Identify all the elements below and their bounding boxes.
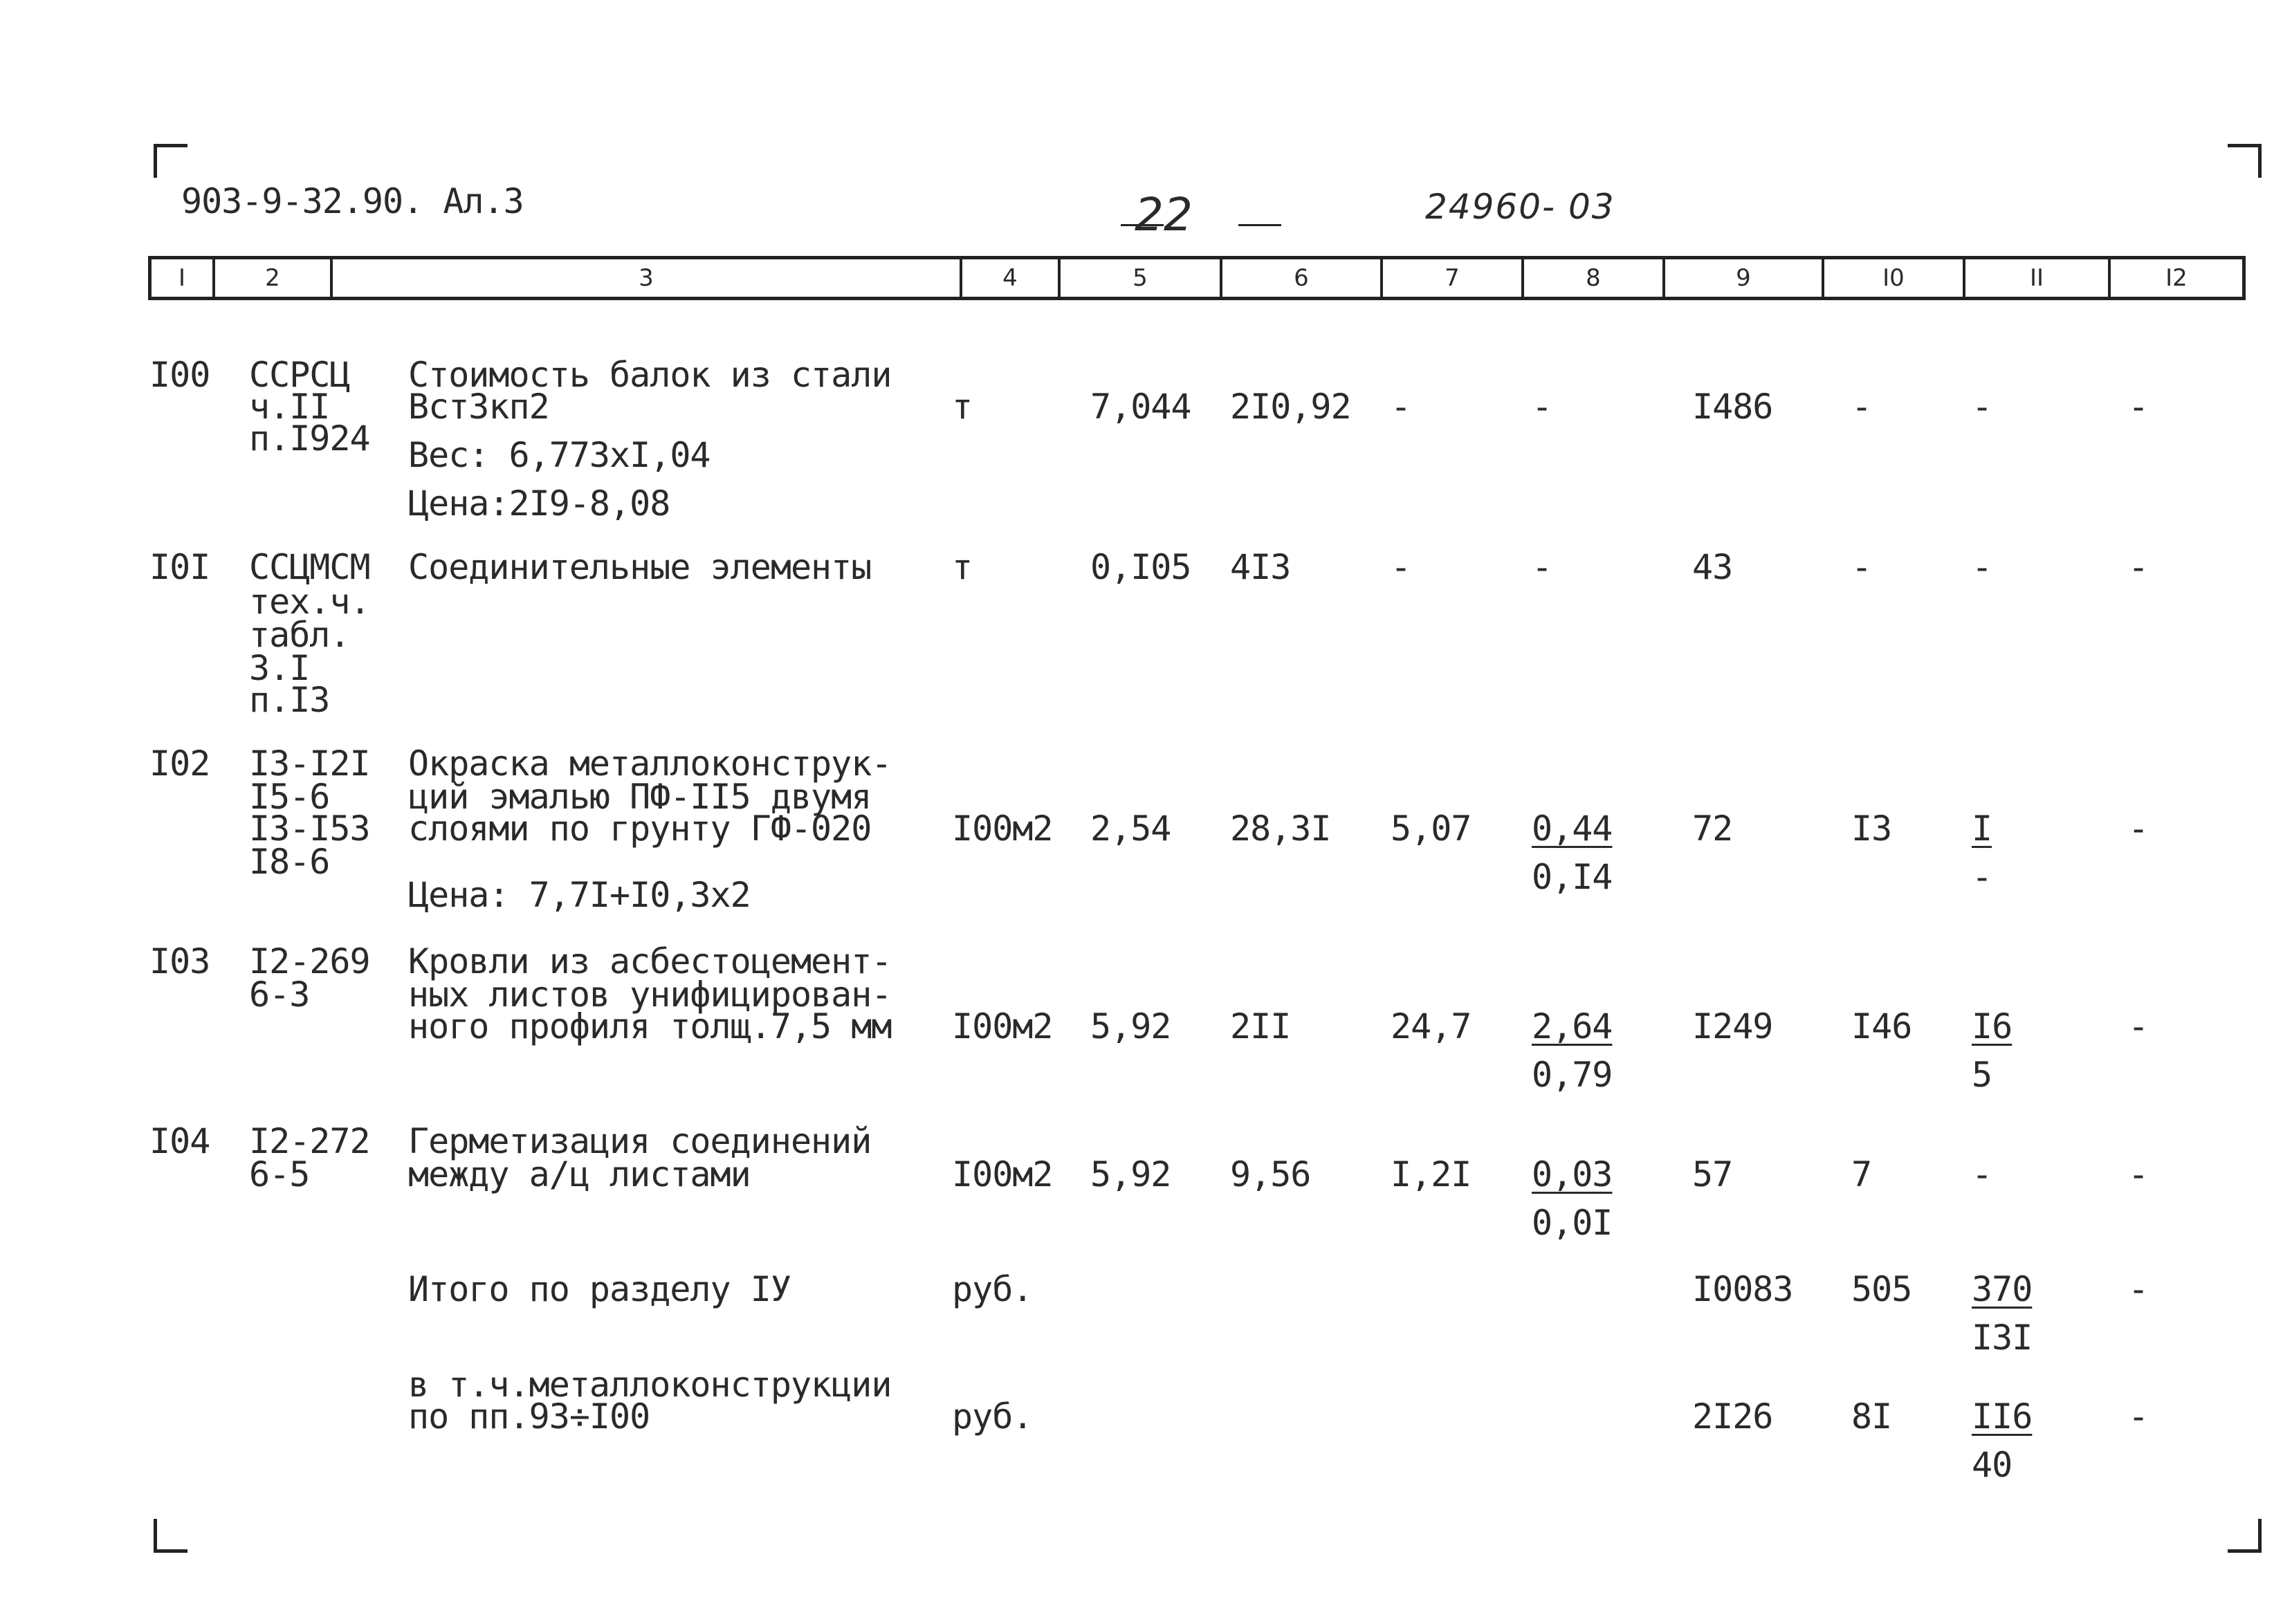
norm-code-line: I3-I53 (249, 809, 370, 849)
norm-code-line: табл. (249, 615, 350, 655)
row-number: I0I (149, 547, 210, 587)
column-header: 5 (1061, 259, 1222, 297)
norm-code-line: I2-272 (249, 1121, 370, 1161)
description-line: Кровли из асбестоцемент- (408, 941, 892, 981)
description-note: Вес: 6,773хI,04 (408, 435, 710, 475)
col12-cell: - (2128, 1154, 2149, 1194)
col11-cell-bottom: - (1972, 857, 1992, 897)
total-label: Итого по разделу IУ (408, 1269, 791, 1309)
col8-cell-top: 0,03 (1532, 1154, 1613, 1194)
col11-cell-top: I (1972, 809, 1992, 849)
norm-code-line: тех.ч. (249, 582, 370, 622)
quantity-cell: 2,54 (1090, 809, 1171, 849)
description-line: Стоимость балок из стали (408, 355, 892, 395)
total-cost-cell: 43 (1692, 547, 1733, 587)
corner-mark-bottom-right (2228, 1519, 2262, 1553)
norm-code-line: 6-5 (249, 1154, 310, 1194)
norm-code-line: I5-6 (249, 777, 330, 817)
col12-cell: - (2128, 547, 2149, 587)
row-number: I02 (149, 744, 210, 784)
quantity-cell: 7,044 (1090, 387, 1191, 427)
col8-cell-top: 2,64 (1532, 1006, 1613, 1046)
row-number: I00 (149, 355, 210, 395)
col10-cell: 7 (1851, 1154, 1872, 1194)
corner-mark-top-right (2228, 144, 2262, 178)
unit-price-cell: 2I0,92 (1230, 387, 1351, 427)
page-number-dash-right (1238, 224, 1281, 226)
column-header: 4 (962, 259, 1061, 297)
unit-cell: т (952, 387, 973, 427)
description-line: слоями по грунту ГФ-020 (408, 809, 872, 849)
description-line: Окраска металлоконструк- (408, 744, 892, 784)
unit-cell: I00м2 (952, 1006, 1053, 1046)
description-line: ций эмалью ПФ-II5 двумя (408, 777, 872, 817)
description-line: между а/ц листами (408, 1154, 751, 1194)
corner-mark-top-left (154, 144, 187, 178)
total-cost-cell: I486 (1692, 387, 1773, 427)
col10-cell: - (1851, 387, 1872, 427)
column-header-row (148, 256, 2246, 300)
unit-price-cell: 4I3 (1230, 547, 1291, 587)
col12-cell: - (2128, 1396, 2149, 1437)
total-cost-cell: I249 (1692, 1006, 1773, 1046)
description-line: ного профиля толщ.7,5 мм (408, 1006, 892, 1046)
norm-code-line: ССРСЦ (249, 355, 350, 395)
document-code: 903-9-32.90. Ал.3 (181, 181, 524, 221)
description-note: Цена: 7,7I+I0,3х2 (408, 875, 751, 915)
col7-cell: - (1391, 387, 1411, 427)
unit-price-cell: 9,56 (1230, 1154, 1311, 1194)
norm-code-line: п.I924 (249, 418, 370, 459)
col8-cell-bottom: 0,0I (1532, 1203, 1613, 1243)
unit-cell: I00м2 (952, 1154, 1053, 1194)
total-cost-cell: 2I26 (1692, 1396, 1773, 1437)
col8-cell-bottom: 0,I4 (1532, 857, 1613, 897)
column-header: 9 (1665, 259, 1824, 297)
col7-cell: - (1391, 547, 1411, 587)
row-number: I04 (149, 1121, 210, 1161)
total-cost-cell: I0083 (1692, 1269, 1793, 1309)
norm-code-line: 3.I (249, 648, 310, 688)
description-line: ВстЗкп2 (408, 387, 549, 427)
col8-cell-bottom: 0,79 (1532, 1055, 1613, 1095)
col7-cell: 5,07 (1391, 809, 1472, 849)
col11-cell: - (1972, 1154, 1992, 1194)
col11-cell: - (1972, 547, 1992, 587)
norm-code-line: ССЦМСМ (249, 547, 370, 587)
col12-cell: - (2128, 1006, 2149, 1046)
handwritten-stamp: 24960- 03 (1425, 187, 1615, 227)
description-line: Герметизация соединений (408, 1121, 872, 1161)
column-header: I2 (2165, 264, 2188, 292)
quantity-cell: 0,I05 (1090, 547, 1191, 587)
col12-cell: - (2128, 1269, 2149, 1309)
norm-code-line: I3-I2I (249, 744, 370, 784)
col8-cell: - (1532, 387, 1552, 427)
column-header: I (152, 259, 215, 297)
total-cost-cell: 72 (1692, 809, 1733, 849)
col11-cell-top: 370 (1972, 1269, 2033, 1309)
unit-cell: руб. (952, 1269, 1033, 1309)
column-header: 8 (1524, 259, 1665, 297)
row-number: I03 (149, 941, 210, 981)
description-line: в т.ч.металлоконструкции (408, 1365, 892, 1405)
description-line: по пп.93÷I00 (408, 1396, 650, 1437)
corner-mark-bottom-left (154, 1519, 187, 1553)
col11-cell-bottom: 40 (1972, 1445, 2013, 1485)
col11-cell-top: II6 (1972, 1396, 2033, 1437)
col10-cell: I3 (1851, 809, 1892, 849)
col7-cell: 24,7 (1391, 1006, 1472, 1046)
col11-cell-top: I6 (1972, 1006, 2013, 1046)
unit-cell: I00м2 (952, 809, 1053, 849)
description-note: Цена:2I9-8,08 (408, 483, 670, 524)
col11-cell-bottom: I3I (1972, 1318, 2033, 1358)
col12-cell: - (2128, 387, 2149, 427)
unit-cell: руб. (952, 1396, 1033, 1437)
column-header: 6 (1222, 259, 1383, 297)
col8-cell-top: 0,44 (1532, 809, 1613, 849)
col11-cell: - (1972, 387, 1992, 427)
column-header: 3 (333, 259, 962, 297)
column-header: I0 (1824, 259, 1965, 297)
quantity-cell: 5,92 (1090, 1006, 1171, 1046)
col11-cell-bottom: 5 (1972, 1055, 1992, 1095)
column-header: 2 (215, 259, 333, 297)
norm-code-line: ч.II (249, 387, 330, 427)
norm-code-line: п.I3 (249, 680, 330, 720)
col10-cell: 505 (1851, 1269, 1912, 1309)
description-line: ных листов унифицирован- (408, 975, 892, 1015)
col12-cell: - (2128, 809, 2149, 849)
column-header: 7 (1383, 259, 1524, 297)
unit-cell: т (952, 547, 973, 587)
norm-code-line: I8-6 (249, 842, 330, 882)
col7-cell: I,2I (1391, 1154, 1472, 1194)
total-cost-cell: 57 (1692, 1154, 1733, 1194)
norm-code-line: I2-269 (249, 941, 370, 981)
norm-code-line: 6-3 (249, 975, 310, 1015)
unit-price-cell: 2II (1230, 1006, 1291, 1046)
page-number: 22 (1135, 188, 1193, 241)
col10-cell: I46 (1851, 1006, 1912, 1046)
col10-cell: 8I (1851, 1396, 1892, 1437)
quantity-cell: 5,92 (1090, 1154, 1171, 1194)
column-header: II (1965, 259, 2111, 297)
description-line: Соединительные элементы (408, 547, 872, 587)
col10-cell: - (1851, 547, 1872, 587)
unit-price-cell: 28,3I (1230, 809, 1331, 849)
col8-cell: - (1532, 547, 1552, 587)
